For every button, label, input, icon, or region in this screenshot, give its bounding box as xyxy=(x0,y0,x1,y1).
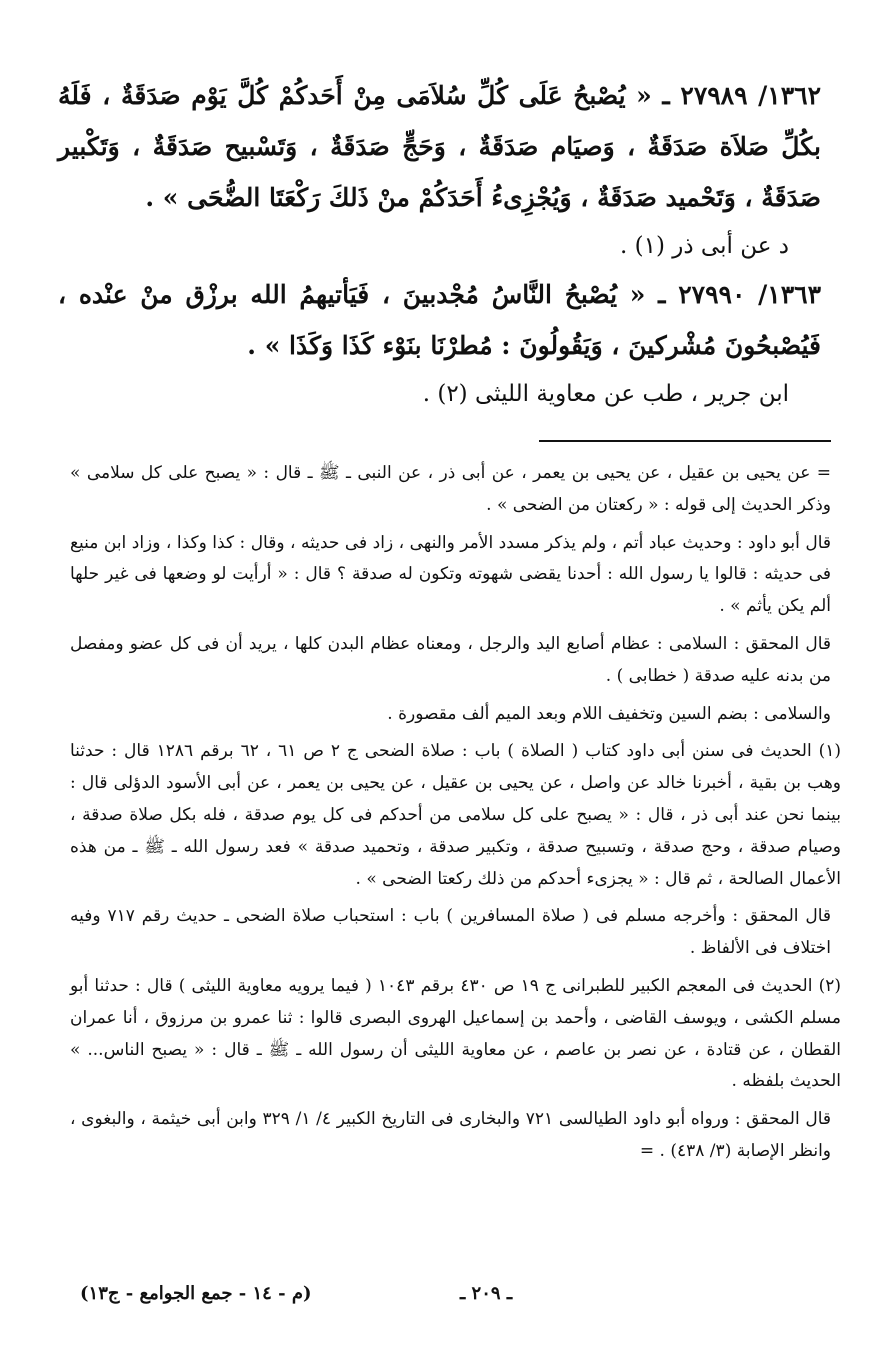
footnote-paragraph: قال المحقق : ورواه أبو داود الطيالسى ٧٢١ والبخارى فى التاريخ الكبير ٤/ ١/ ٣٢٩ وابن أبى خيثمة ، والبغوى ، وانظر الإصابة (٣/ ٤٣٨) . = xyxy=(70,1109,832,1161)
footnote-paragraph: قال المحقق : وأخرجه مسلم فى ( صلاة المسافرين ) باب : استحباب صلاة الضحى ـ حديث رقم ٧١٧ وفيه اختلاف فى الألفاظ . xyxy=(70,906,832,959)
hadith-1362-source: د عن أبى ذر (١) . xyxy=(620,233,789,259)
footnote-paragraph: قال المحقق : السلامى : عظام أصابع اليد والرجل ، ومعناه عظام البدن كلها ، يريد أن فى كل عضو ومفصل من بدنه عليه صدقة ( خطابى ) . xyxy=(70,633,831,686)
footnote-paragraph: قال أبو داود : وحديث عباد أتم ، ولم يذكر مسدد الأمر والنهى ، زاد فى حديثه ، وقال : كذا وكذا ، وزاد ابن منيع فى حديثه : قالوا يا رسول الله : أحدنا يقضى شهوته وتكون له صدقة ؟ قال : « أرأيت لو وضعها فى غير حلها ألم يكن يأثم » . xyxy=(70,532,831,617)
footnote-1: (١) الحديث فى سنن أبى داود كتاب ( الصلاة ) باب : صلاة الضحى ج ٢ ص ٦١ ، ٦٢ برقم ١٢٨٦ قال : حدثنا وهب بن بقية ، أخبرنا خالد عن واصل ، عن يحيى بن عقيل ، عن يحيى بن يعمر ، عن أبى الأسود الدؤلى قال : بينما نحن عند أبى ذر ، قال : « يصبح على كل سلامى من أحدكم فى كل يوم صدقة ، فله بكل صلاة صدقة ، وصيام صدقة ، وحج صدقة ، وتسبيح صدقة ، وتكبير صدقة ، وتحميد صدقة » فعد رسول الله ـ ﷺ ـ من هذه الأعمال الصالحة ، ثم قال : « يجزىء أحدكم من ذلك ركعتا الضحى » . xyxy=(70,741,842,889)
hadith-1363: ١٣٦٣/ ٢٧٩٩٠ ـ « يُصْبحُ النَّاسُ مُجْدبينَ ، فَيَأتيهمُ الله برزْق منْ عنْده ، فَيُصْبحُونَ مُشْركينَ ، وَيَقُولُونَ : مُطرْنَا بنَوْء كَذَا وَكَذَا » . xyxy=(58,280,821,360)
footnote-2: (٢) الحديث فى المعجم الكبير للطبرانى ج ١٩ ص ٤٣٠ برقم ١٠٤٣ ( فيما يرويه معاوية الليثى ) قال : حدثنا أبو مسلم الكشى ، ويوسف القاضى ، وأحمد بن إسماعيل الهروى البصرى قالوا : ثنا عمرو بن مرزوق ، أنا عمران القطان ، عن قتادة ، عن نصر بن عاصم ، عن معاوية الليثى أن رسول الله ـ ﷺ ـ قال : « يصبح الناس... » الحديث بلفظه . xyxy=(70,975,841,1092)
footnote-separator xyxy=(539,440,831,442)
page-number: ـ ٢٠٩ ـ xyxy=(460,1283,513,1304)
footnotes xyxy=(70,458,842,1174)
volume-signature: (م - ١٤ - جمع الجوامع - ج١٣) xyxy=(80,1283,312,1304)
footnote-paragraph: والسلامى : بضم السين وتخفيف اللام وبعد الميم ألف مقصورة . xyxy=(387,703,831,724)
footnote-continuation: = عن يحيى بن عقيل ، عن يحيى بن يعمر ، عن أبى ذر ، عن النبى ـ ﷺ ـ قال : « يصبح على كل سلامى » وذكر الحديث إلى قوله : « ركعتان من الضحى » . xyxy=(70,463,831,515)
page-footer xyxy=(80,1283,799,1319)
hadith-1363-source: ابن جرير ، طب عن معاوية الليثى (٢) . xyxy=(422,381,789,407)
main-text xyxy=(58,70,821,417)
hadith-1362: ١٣٦٢/ ٢٧٩٨٩ ـ « يُصْبحُ عَلَى كُلِّ سُلاَمَى مِنْ أَحَدكُمْ كُلَّ يَوْم صَدَقَةٌ ، فَلَهُ بكُلِّ صَلاَة صَدَقَةٌ ، وَصيَام صَدَقَةٌ ، وَحَجٍّ صَدَقَةٌ ، وَتَسْبيح صَدَقَةٌ ، وَتَكْبير صَدَقَةٌ ، وَتَحْميد صَدَقَةٌ ، وَيُجْزِىءُ أَحَدَكُمْ منْ ذَلكَ رَكْعَتَا الضُّحَى » . xyxy=(58,81,822,212)
